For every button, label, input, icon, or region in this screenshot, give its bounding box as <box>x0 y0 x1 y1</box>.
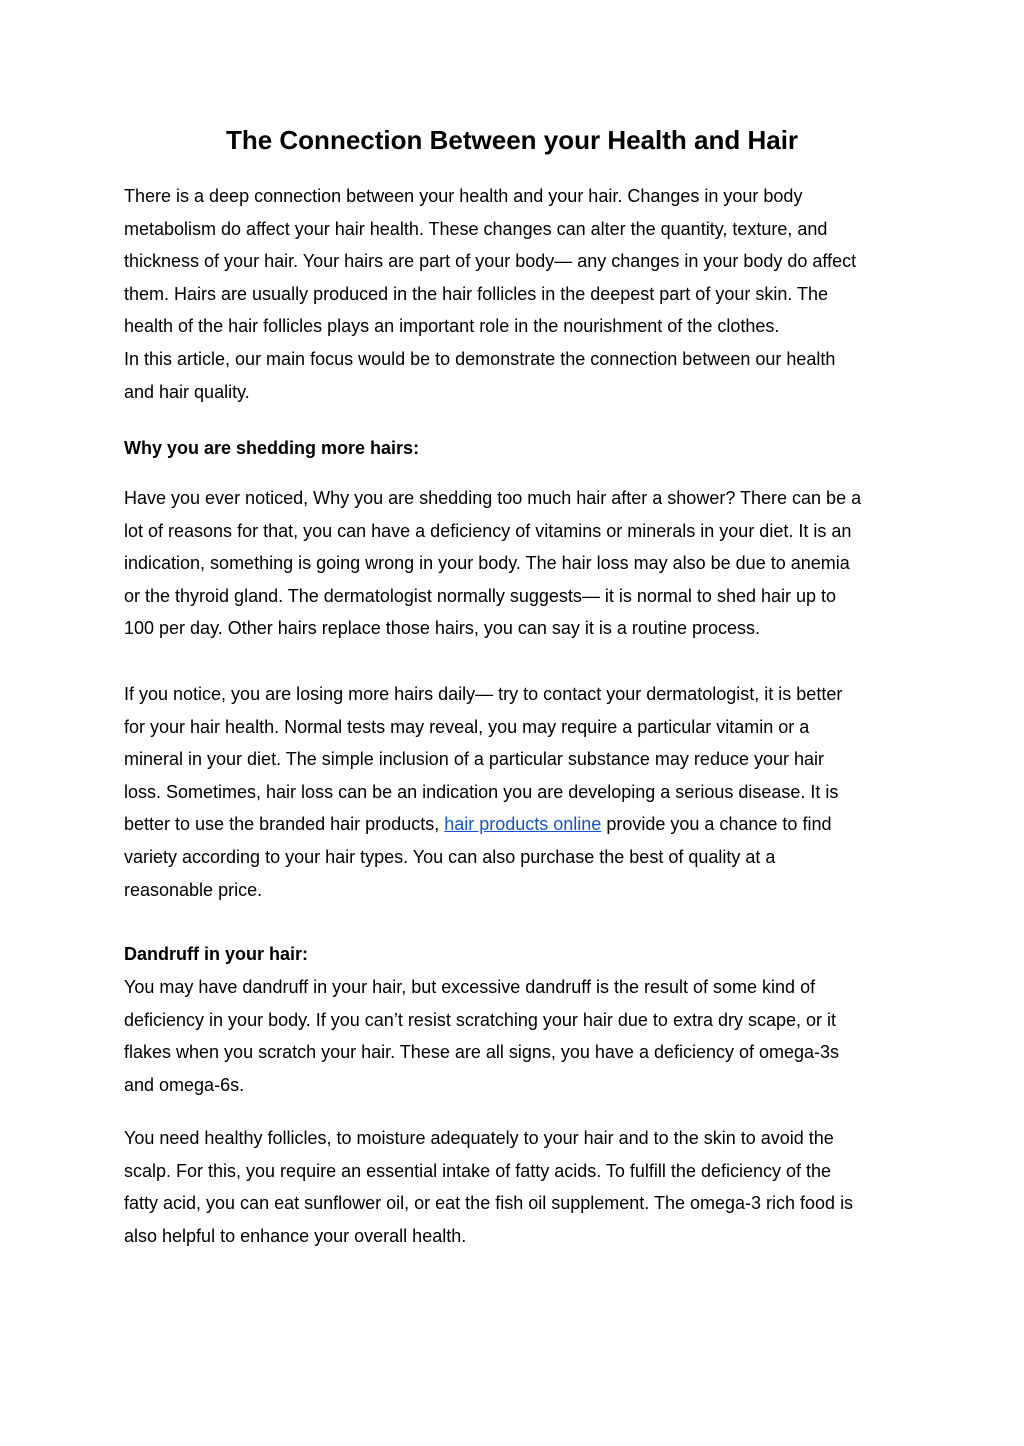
paragraph-line: also helpful to enhance your overall health. <box>124 1225 467 1246</box>
paragraph-line: deficiency in your body. If you can’t resist scratching your hair due to extra dry scape, or it <box>124 1009 837 1030</box>
hair-products-online-link[interactable]: hair products online <box>444 814 602 835</box>
intro-line: health of the hair follicles plays an important role in the nourishment of the clothes. <box>124 316 780 337</box>
link-line-suffix: provide you a chance to find <box>601 814 832 835</box>
intro-paragraph <box>124 180 914 408</box>
section-heading-shedding: Why you are shedding more hairs: <box>124 438 420 458</box>
section-heading-dandruff: Dandruff in your hair: <box>124 944 308 964</box>
page-title: The Connection Between your Health and Hair <box>225 125 799 155</box>
intro-line: and hair quality. <box>124 381 250 402</box>
intro-line: In this article, our main focus would be to demonstrate the connection between our health <box>124 348 836 369</box>
paragraph-line: or the thyroid gland. The dermatologist normally suggests— it is normal to shed hair up to <box>124 585 837 606</box>
paragraph-line: variety according to your hair types. You can also purchase the best of quality at a <box>124 846 776 867</box>
paragraph-line: indication, something is going wrong in your body. The hair loss may also be due to anemia <box>124 553 850 574</box>
paragraph-line-with-link <box>124 808 914 841</box>
paragraph-line: for your hair health. Normal tests may reveal, you may require a particular vitamin or a <box>124 716 810 737</box>
paragraph-line: scalp. For this, you require an essential intake of fatty acids. To fulfill the deficiency of the <box>124 1160 832 1181</box>
paragraph-line: and omega-6s. <box>124 1074 245 1095</box>
paragraph-line: fatty acid, you can eat sunflower oil, or eat the fish oil supplement. The omega-3 rich food is <box>124 1193 854 1214</box>
paragraph-line: flakes when you scratch your hair. These are all signs, you have a deficiency of omega-3s <box>124 1042 840 1063</box>
paragraph-line: You may have dandruff in your hair, but excessive dandruff is the result of some kind of <box>124 977 816 997</box>
shedding-paragraph-1 <box>124 482 914 645</box>
paragraph-line: loss. Sometimes, hair loss can be an indication you are developing a serious disease. It is <box>124 781 839 802</box>
paragraph-line: You need healthy follicles, to moisture adequately to your hair and to the skin to avoid the <box>124 1128 834 1148</box>
intro-line: thickness of your hair. Your hairs are part of your body— any changes in your body do affect <box>124 251 857 272</box>
paragraph-line: Have you ever noticed, Why you are shedding too much hair after a shower? There can be a <box>124 488 862 508</box>
intro-line: There is a deep connection between your health and your hair. Changes in your body <box>124 186 803 206</box>
paragraph-line: reasonable price. <box>124 879 263 900</box>
paragraph-line: mineral in your diet. The simple inclusion of a particular substance may reduce your hair <box>124 749 825 770</box>
shedding-paragraph-2 <box>124 678 914 906</box>
dandruff-paragraph-1 <box>124 971 914 1101</box>
intro-line: them. Hairs are usually produced in the hair follicles in the deepest part of your skin. The <box>124 283 829 304</box>
paragraph-line: lot of reasons for that, you can have a deficiency of vitamins or minerals in your diet. It is an <box>124 520 852 541</box>
paragraph-line: 100 per day. Other hairs replace those hairs, you can say it is a routine process. <box>124 618 760 639</box>
intro-line: metabolism do affect your hair health. These changes can alter the quantity, texture, and <box>124 218 828 239</box>
link-line-prefix: better to use the branded hair products, <box>124 814 445 835</box>
dandruff-paragraph-2 <box>124 1122 914 1252</box>
paragraph-line: If you notice, you are losing more hairs daily— try to contact your dermatologist, it is better <box>124 684 843 704</box>
